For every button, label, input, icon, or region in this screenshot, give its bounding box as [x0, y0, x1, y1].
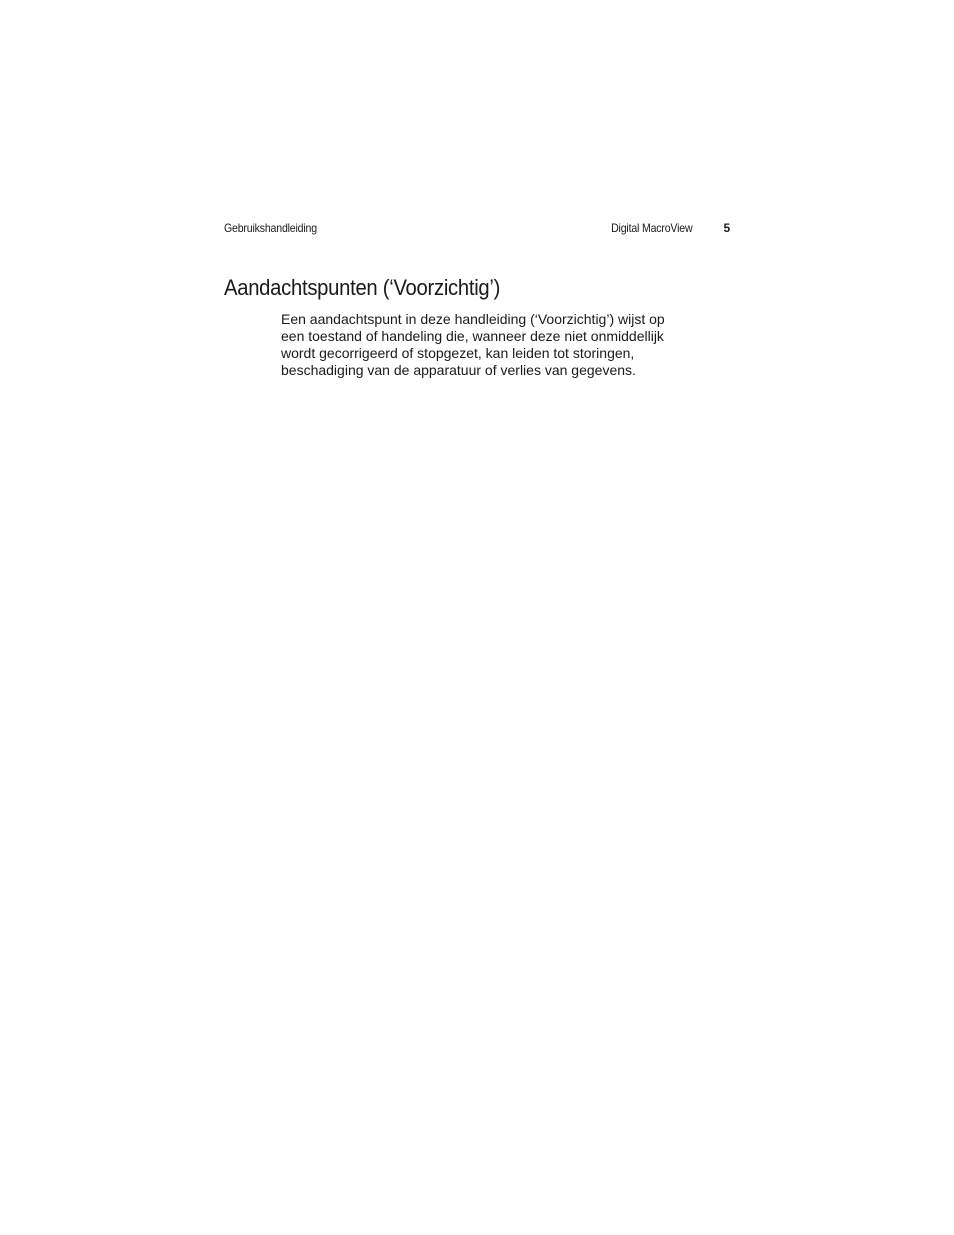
body-line: beschadiging van de apparatuur of verlies van gegevens.: [281, 362, 636, 378]
section-body: [281, 311, 721, 379]
body-line: een toestand of handeling die, wanneer deze niet onmiddellijk: [281, 328, 664, 344]
body-line: Een aandachtspunt in deze handleiding (‘Voorzichtig’) wijst op: [281, 311, 665, 327]
body-line: wordt gecorrigeerd of stopgezet, kan leiden tot storingen,: [281, 345, 635, 361]
running-header: [224, 221, 732, 239]
page-number: 5: [723, 221, 730, 235]
section-title: Aandachtspunten (‘Voorzichtig’): [224, 275, 501, 300]
header-product-name: Digital MacroView: [610, 221, 692, 235]
header-document-type: Gebruikshandleiding: [224, 221, 317, 235]
